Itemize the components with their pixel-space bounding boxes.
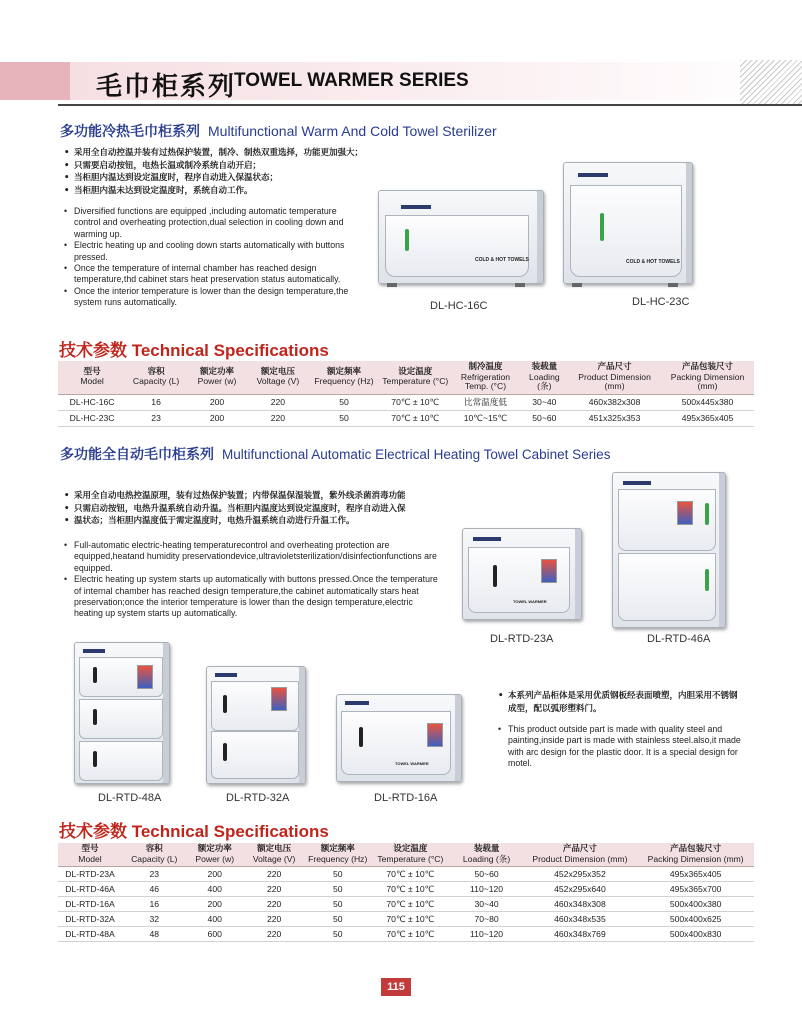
column-header: 型号 Model xyxy=(58,361,126,394)
section1-title xyxy=(60,121,497,141)
table-cell: DL-HC-16C xyxy=(58,394,126,410)
table-cell: 200 xyxy=(187,897,243,912)
table-cell: 50 xyxy=(305,867,370,882)
table-cell: 30~40 xyxy=(521,394,569,410)
cabinet-foot xyxy=(668,283,678,287)
control-strip xyxy=(401,205,431,209)
table-cell: 452x295x640 xyxy=(523,882,638,897)
column-header: 额定功率 Power (w) xyxy=(187,843,243,867)
table-cell: 50 xyxy=(305,927,370,942)
door-handle xyxy=(600,213,604,241)
table-cell: 50 xyxy=(305,882,370,897)
product-image-dl-rtd-48a xyxy=(74,642,170,784)
table-cell: 451x325x353 xyxy=(568,410,661,426)
list-item: • 采用全自动控温并装有过热保护装置，制冷、制热双重选择，功能更加强大； xyxy=(72,147,392,160)
header-band-accent xyxy=(0,62,70,100)
product-label: DL-RTD-23A xyxy=(490,633,554,645)
section2-bullets-cn xyxy=(64,490,442,528)
table-cell: 50 xyxy=(308,410,380,426)
column-header: 型号 Model xyxy=(58,843,122,867)
table-cell: 16 xyxy=(122,897,187,912)
column-header: 产品尺寸 Product Dimension (mm) xyxy=(568,361,661,394)
table-cell: DL-RTD-32A xyxy=(58,912,122,927)
list-item: • 当柜胆内温未达到设定温度时，系统自动工作。 xyxy=(72,185,392,198)
door-handle xyxy=(405,229,409,251)
spec2-title xyxy=(59,817,329,842)
table-cell: 70℃ ± 10℃ xyxy=(370,867,450,882)
table-header-row xyxy=(58,361,754,394)
door-handle xyxy=(705,569,709,591)
table-cell: 460x348x535 xyxy=(523,912,638,927)
column-header: 额定电压 Voltage (V) xyxy=(248,361,308,394)
product-label: DL-RTD-16A xyxy=(374,792,438,804)
table-cell: 70℃ ± 10℃ xyxy=(380,410,450,426)
material-note-cn xyxy=(498,690,742,715)
sticker-badge xyxy=(541,559,557,583)
table-cell: 50~60 xyxy=(451,867,523,882)
table-row xyxy=(58,394,754,410)
list-item: • 只需要启动按钮，电热长温或制冷系统自动开启； xyxy=(72,160,392,173)
spec1-title xyxy=(59,336,329,361)
column-header: 制冷温度 Refrigeration Temp. (°C) xyxy=(450,361,520,394)
table-cell: 220 xyxy=(243,897,305,912)
list-item: • Electric heating up and cooling down starts automatically with buttons pressed. xyxy=(72,240,362,263)
table-cell: DL-RTD-16A xyxy=(58,897,122,912)
list-item: • 采用全自动电热控温原理，装有过热保护装置；内带保温保湿装置，紫外线杀菌消毒功能 xyxy=(72,490,442,503)
table-row xyxy=(58,410,754,426)
spec1-table xyxy=(58,361,754,427)
list-item: • Once the interior temperature is lower than the design temperature,the system runs automatically. xyxy=(72,286,362,309)
table-cell: DL-RTD-48A xyxy=(58,927,122,942)
table-cell: 70℃ ± 10℃ xyxy=(370,912,450,927)
sticker-badge xyxy=(427,723,443,747)
list-item: • 只需启动按钮，电热升温系统自动升温。当柜胆内温度达到设定温度时，程序自动进入保 xyxy=(72,503,442,516)
table-cell: 495x365x405 xyxy=(637,867,754,882)
control-strip xyxy=(623,481,651,485)
table-row xyxy=(58,882,754,897)
section2-title-en: Multifunctional Automatic Electrical Heating Towel Cabinet Series xyxy=(222,447,611,462)
table-cell: 50 xyxy=(305,897,370,912)
table-cell: 70℃ ± 10℃ xyxy=(370,882,450,897)
table-header-row xyxy=(58,843,754,867)
table-cell: 460x382x308 xyxy=(568,394,661,410)
table-cell: 46 xyxy=(122,882,187,897)
column-header: 容积 Capacity (L) xyxy=(122,843,187,867)
table-cell: 23 xyxy=(126,410,186,426)
door-handle xyxy=(93,667,97,683)
cabinet-door-bottom xyxy=(618,553,716,621)
column-header: 额定频率 Frequency (Hz) xyxy=(308,361,380,394)
table-cell: 400 xyxy=(187,882,243,897)
list-item: • Electric heating up system starts up automatically with buttons pressed.Once the temperature of internal chamber has reached design temperature,the cabinet automatically stars heat preservation;once the interior temperature is lower than the design temperature,electric heating up system starts up automatically. xyxy=(72,574,442,620)
door-handle xyxy=(705,503,709,525)
table-cell: 32 xyxy=(122,912,187,927)
table-cell: 110~120 xyxy=(451,882,523,897)
cabinet-door-middle xyxy=(79,699,163,739)
product-label: DL-RTD-32A xyxy=(226,792,290,804)
header-rule xyxy=(58,104,802,106)
product-label: DL-RTD-46A xyxy=(647,633,711,645)
table-cell: 200 xyxy=(187,867,243,882)
table-cell: 500x445x380 xyxy=(661,394,754,410)
cabinet-foot xyxy=(572,283,582,287)
column-header: 产品包装尺寸 Packing Dimension (mm) xyxy=(661,361,754,394)
door-handle xyxy=(223,743,227,761)
page-title-cn: 毛巾柜系列 xyxy=(96,72,237,102)
sticker-badge xyxy=(137,665,153,689)
table-cell: 200 xyxy=(186,410,248,426)
spec2-table xyxy=(58,843,754,942)
section1-title-cn: 多功能冷热毛巾柜系列 xyxy=(60,124,200,140)
section2-title-cn: 多功能全自动毛巾柜系列 xyxy=(60,447,214,463)
section1-title-en: Multifunctional Warm And Cold Towel Sterilizer xyxy=(208,123,497,139)
control-strip xyxy=(215,673,237,677)
spec2-title-en: Technical Specifications xyxy=(131,822,329,841)
cabinet-foot xyxy=(387,283,397,287)
table-row xyxy=(58,912,754,927)
table-cell: 220 xyxy=(243,912,305,927)
cabinet-label: COLD & HOT TOWELS xyxy=(475,257,529,263)
cabinet-label: TOWEL WARMER xyxy=(395,761,429,766)
table-cell: 110~120 xyxy=(451,927,523,942)
column-header: 额定电压 Voltage (V) xyxy=(243,843,305,867)
list-item: • 本系列产品柜体是采用优质钢板经表面喷塑，内胆采用不锈钢成型，配以弧形塑料门。 xyxy=(506,690,742,715)
list-item: • Full-automatic electric-heating temperaturecontrol and overheating protection are equipped,heatand humidity preservationdevice,ultravioletsterilization/disinfectionfunctions are equipped. xyxy=(72,540,442,574)
table-cell: 70℃ ± 10℃ xyxy=(380,394,450,410)
spec1-title-cn: 技术参数 xyxy=(59,341,127,361)
table-cell: 452x295x352 xyxy=(523,867,638,882)
door-handle xyxy=(223,695,227,713)
table-cell: 220 xyxy=(243,927,305,942)
column-header: 设定温度 Temperature (°C) xyxy=(370,843,450,867)
table-cell: 220 xyxy=(243,867,305,882)
door-handle xyxy=(493,565,497,587)
section1-bullets-en xyxy=(64,206,362,309)
product-image-dl-rtd-23a xyxy=(462,528,582,620)
section2-bullets-en xyxy=(64,540,442,620)
spec2-title-cn: 技术参数 xyxy=(59,822,127,842)
table-cell: 48 xyxy=(122,927,187,942)
table-cell: 500x400x380 xyxy=(637,897,754,912)
table-cell: 200 xyxy=(186,394,248,410)
table-cell: 10℃~15℃ xyxy=(450,410,520,426)
column-header: 产品尺寸 Product Dimension (mm) xyxy=(523,843,638,867)
material-note-en xyxy=(498,724,742,770)
section2-title xyxy=(60,444,610,464)
product-image-dl-hc-16c xyxy=(378,190,544,284)
table-cell: DL-RTD-23A xyxy=(58,867,122,882)
table-cell: 500x400x830 xyxy=(637,927,754,942)
table-cell: 220 xyxy=(248,394,308,410)
product-label: DL-HC-16C xyxy=(430,300,488,312)
table-cell: 23 xyxy=(122,867,187,882)
cabinet-label: TOWEL WARMER xyxy=(513,599,547,604)
table-row xyxy=(58,897,754,912)
cabinet-door-bottom xyxy=(79,741,163,781)
page-number: 115 xyxy=(381,978,411,996)
table-cell: 比常温度低 xyxy=(450,394,520,410)
table-cell: DL-RTD-46A xyxy=(58,882,122,897)
control-strip xyxy=(578,173,608,177)
table-cell: 220 xyxy=(243,882,305,897)
table-cell: 500x400x625 xyxy=(637,912,754,927)
sticker-badge xyxy=(271,687,287,711)
table-cell: 495x365x405 xyxy=(661,410,754,426)
product-image-dl-hc-23c xyxy=(563,162,693,284)
door-handle xyxy=(93,751,97,767)
table-cell: DL-HC-23C xyxy=(58,410,126,426)
column-header: 装载量 Loading (条) xyxy=(451,843,523,867)
product-image-dl-rtd-32a xyxy=(206,666,306,784)
sticker-badge xyxy=(677,501,693,525)
column-header: 装载量 Loading (条) xyxy=(521,361,569,394)
list-item: • 温状态；当柜胆内温度低于需定温度时，电热升温系统自动进行升温工作。 xyxy=(72,515,442,528)
list-item: • This product outside part is made with quality steel and painting,inside part is made with stainless steel.also,it made with arc design for the plastic door. It is a special design for motel. xyxy=(506,724,742,770)
door-handle xyxy=(359,727,363,747)
column-header: 容积 Capacity (L) xyxy=(126,361,186,394)
table-cell: 50~60 xyxy=(521,410,569,426)
table-cell: 400 xyxy=(187,912,243,927)
spec1-title-en: Technical Specifications xyxy=(131,341,329,360)
product-image-dl-rtd-46a xyxy=(612,472,726,628)
table-cell: 460x348x769 xyxy=(523,927,638,942)
table-cell: 16 xyxy=(126,394,186,410)
table-cell: 30~40 xyxy=(451,897,523,912)
door-handle xyxy=(93,709,97,725)
table-row xyxy=(58,867,754,882)
column-header: 额定频率 Frequency (Hz) xyxy=(305,843,370,867)
page-title-en: TOWEL WARMER SERIES xyxy=(234,70,469,91)
product-image-dl-rtd-16a xyxy=(336,694,462,782)
table-cell: 600 xyxy=(187,927,243,942)
section1-bullets-cn xyxy=(64,147,392,197)
control-strip xyxy=(83,649,105,653)
table-cell: 50 xyxy=(308,394,380,410)
table-cell: 70℃ ± 10℃ xyxy=(370,927,450,942)
header-hatch-decoration xyxy=(740,60,802,104)
cabinet-door-top xyxy=(618,489,716,551)
list-item: • 当柜胆内温达到设定温度时，程序自动进入保温状态； xyxy=(72,172,392,185)
control-strip xyxy=(345,701,369,705)
column-header: 产品包装尺寸 Packing Dimension (mm) xyxy=(637,843,754,867)
table-cell: 70℃ ± 10℃ xyxy=(370,897,450,912)
control-strip xyxy=(473,537,501,541)
cabinet-label: COLD & HOT TOWELS xyxy=(626,259,680,265)
cabinet-foot xyxy=(515,283,525,287)
table-cell: 50 xyxy=(305,912,370,927)
table-cell: 70~80 xyxy=(451,912,523,927)
product-label: DL-HC-23C xyxy=(632,296,690,308)
product-label: DL-RTD-48A xyxy=(98,792,162,804)
list-item: • Once the temperature of internal chamber has reached design temperature,thd cabinet stars heat preservation status automatically. xyxy=(72,263,362,286)
table-row xyxy=(58,927,754,942)
table-cell: 495x365x700 xyxy=(637,882,754,897)
column-header: 额定功率 Power (w) xyxy=(186,361,248,394)
list-item: • Diversified functions are equipped ,including automatic temperature control and overheating protection,dual selection in cooling down and warming up. xyxy=(72,206,362,240)
column-header: 设定温度 Temperature (°C) xyxy=(380,361,450,394)
table-cell: 460x348x308 xyxy=(523,897,638,912)
table-cell: 220 xyxy=(248,410,308,426)
